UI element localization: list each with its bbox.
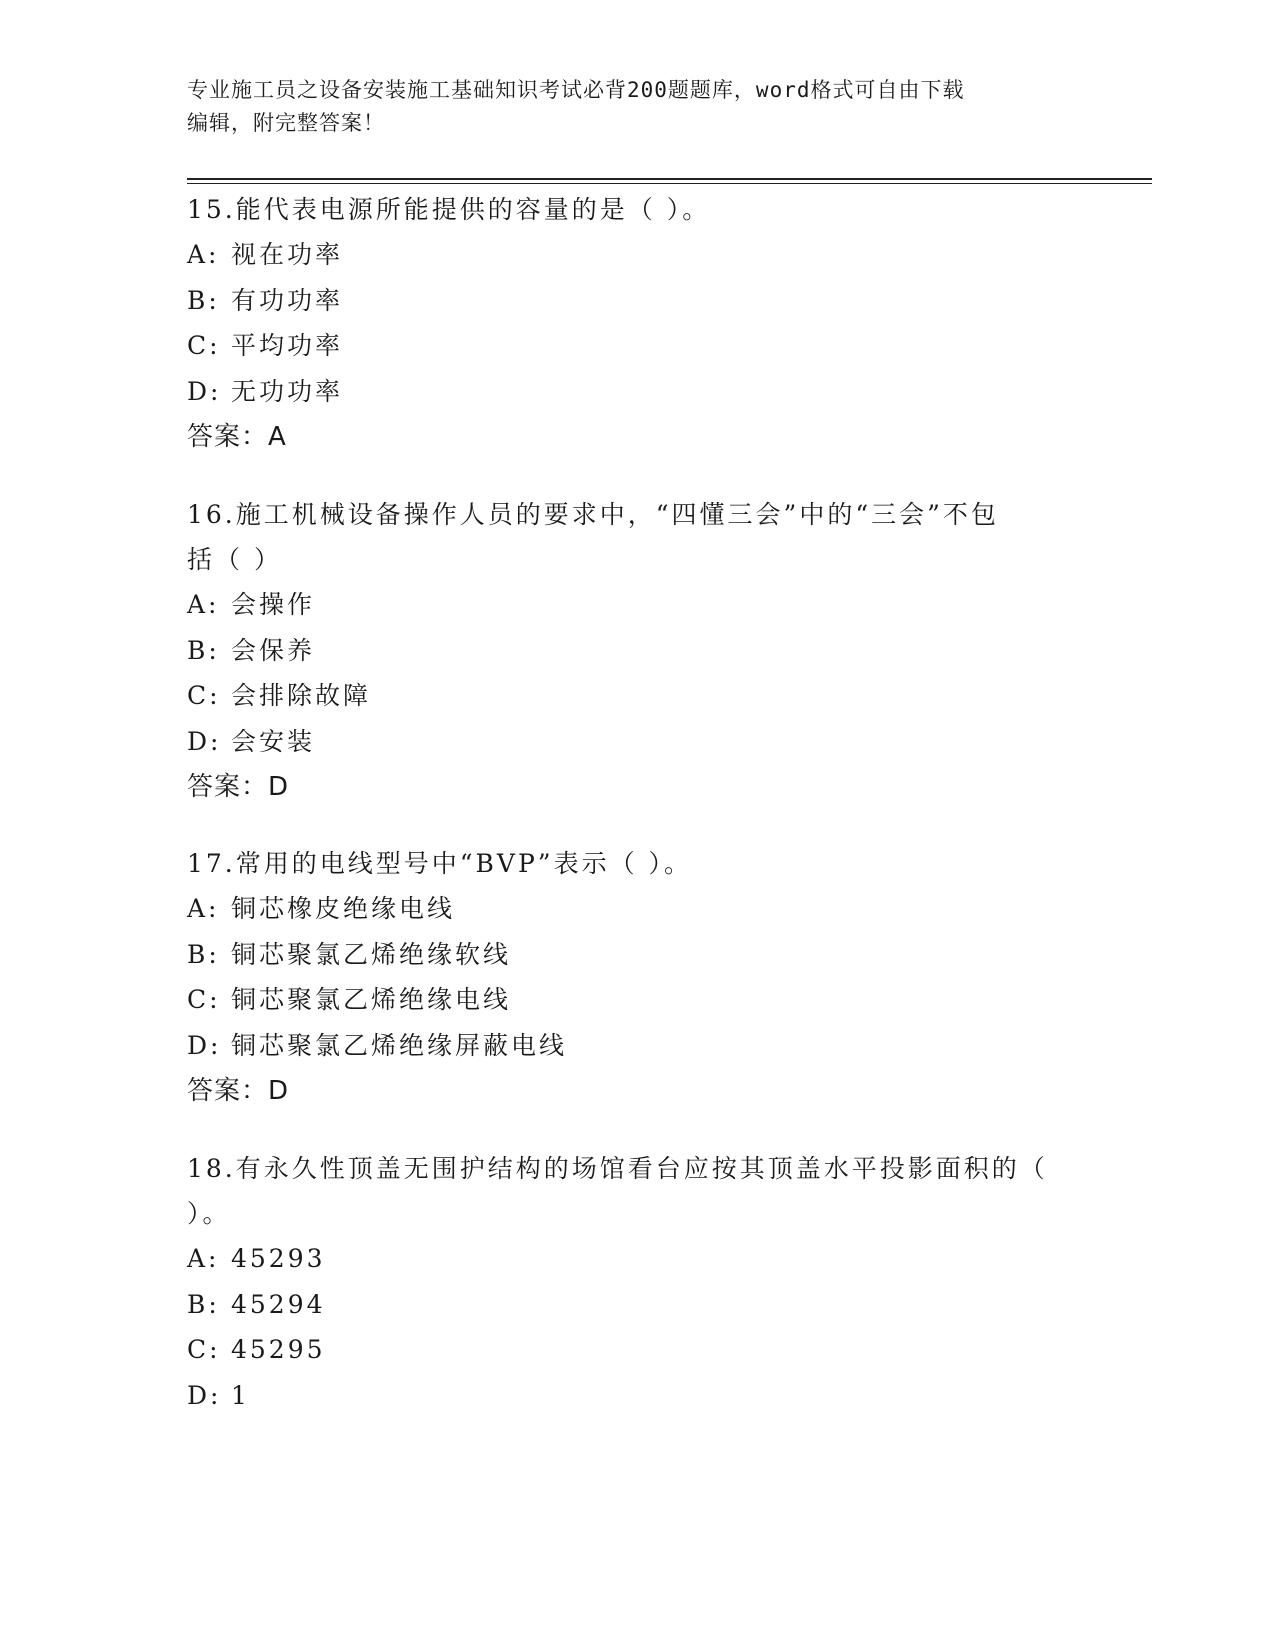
question-stem: 15.能代表电源所能提供的容量的是（ ）。 [187, 195, 711, 224]
option-text: 无功功率 [231, 376, 344, 406]
option-text: 铜芯橡皮绝缘电线 [231, 894, 456, 923]
option-b [187, 932, 1067, 978]
option-d [187, 719, 1067, 765]
answer-line: 答案：D [187, 1076, 290, 1106]
question-15 [187, 187, 1067, 460]
question-stem: 17.常用的电线型号中“BVP”表示（ ）。 [187, 849, 693, 878]
option-b [187, 1282, 1067, 1328]
option-d [187, 1023, 1067, 1069]
document-header [187, 74, 1067, 140]
option-text: 铜芯聚氯乙烯绝缘软线 [231, 939, 512, 969]
option-a [187, 1236, 1067, 1282]
option-letter: C: [187, 681, 221, 710]
answer-line: 答案：A [187, 422, 287, 452]
option-text: 铜芯聚氯乙烯绝缘屏蔽电线 [231, 1030, 568, 1060]
question-17 [187, 841, 1067, 1114]
option-d [187, 369, 1067, 415]
option-c [187, 1327, 1067, 1373]
option-text: 会保养 [231, 635, 316, 665]
option-text: 45293 [231, 1244, 326, 1273]
option-letter: C: [187, 985, 221, 1014]
option-text: 铜芯聚氯乙烯绝缘电线 [231, 985, 512, 1014]
option-letter: B: [187, 285, 220, 315]
option-letter: A: [187, 240, 220, 269]
option-text: 有功功率 [231, 285, 344, 315]
question-16 [187, 492, 1067, 810]
option-text: 1 [231, 1380, 250, 1410]
header-divider-thick [187, 178, 1152, 180]
option-a [187, 582, 1067, 628]
option-text: 45295 [231, 1335, 326, 1364]
option-d [187, 1373, 1067, 1419]
option-letter: D: [187, 1380, 222, 1410]
option-c [187, 977, 1067, 1023]
header-divider-thin [187, 183, 1152, 184]
option-text: 45294 [231, 1289, 326, 1319]
question-18 [187, 1146, 1067, 1418]
option-c [187, 673, 1067, 719]
option-a [187, 232, 1067, 278]
option-letter: B: [187, 1289, 220, 1319]
option-letter: C: [187, 331, 221, 360]
header-line-1: 专业施工员之设备安装施工基础知识考试必背200题题库，word格式可自由下载 [187, 78, 965, 102]
option-letter: A: [187, 894, 220, 923]
option-letter: C: [187, 1335, 221, 1364]
question-stem: 18.有永久性顶盖无围护结构的场馆看台应按其顶盖水平投影面积的（ [187, 1154, 1048, 1183]
answer-line: 答案：D [187, 772, 290, 802]
option-b [187, 628, 1067, 674]
option-text: 视在功率 [231, 240, 344, 269]
question-stem-continued: ）。 [187, 1199, 231, 1228]
question-stem-continued: 括（ ） [187, 545, 282, 574]
option-c [187, 323, 1067, 369]
option-letter: B: [187, 635, 220, 665]
option-text: 平均功率 [231, 331, 344, 360]
header-line-2: 编辑，附完整答案！ [187, 111, 385, 135]
option-letter: D: [187, 376, 222, 406]
question-stem: 16.施工机械设备操作人员的要求中，“四懂三会”中的“三会”不包 [187, 500, 999, 529]
option-text: 会操作 [231, 590, 316, 619]
option-letter: D: [187, 1030, 222, 1060]
option-letter: D: [187, 726, 222, 756]
option-text: 会排除故障 [231, 681, 372, 710]
option-letter: A: [187, 590, 220, 619]
option-a [187, 886, 1067, 932]
option-letter: A: [187, 1244, 220, 1273]
option-text: 会安装 [231, 726, 316, 756]
option-b [187, 278, 1067, 324]
option-letter: B: [187, 939, 220, 969]
